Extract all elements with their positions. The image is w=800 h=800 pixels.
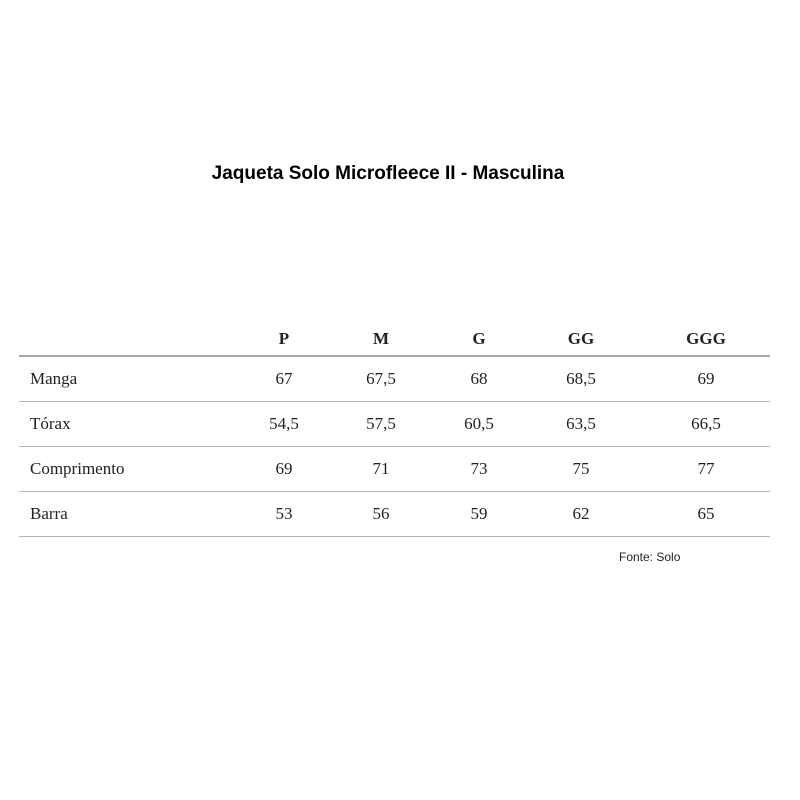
table-row [19,492,770,537]
table-cell: 73 [438,447,520,492]
header-row [19,322,770,356]
table-cell: 75 [520,447,642,492]
table-cell: 63,5 [520,402,642,447]
header-cell-empty [19,322,244,356]
row-label: Tórax [19,402,244,447]
table-cell: 62 [520,492,642,537]
table-row [19,402,770,447]
row-label: Comprimento [19,447,244,492]
table-cell: 59 [438,492,520,537]
table-cell: 54,5 [244,402,324,447]
row-label: Barra [19,492,244,537]
table-cell: 68,5 [520,356,642,402]
table-cell: 67,5 [324,356,438,402]
table-cell: 53 [244,492,324,537]
table-cell: 77 [642,447,770,492]
row-label: Manga [19,356,244,402]
header-cell-gg: GG [520,322,642,356]
table-cell: 57,5 [324,402,438,447]
size-table [19,322,770,537]
table-cell: 71 [324,447,438,492]
table-cell: 68 [438,356,520,402]
table-cell: 69 [244,447,324,492]
header-cell-p: P [244,322,324,356]
table-row [19,447,770,492]
header-cell-m: M [324,322,438,356]
source-note: Fonte: Solo [619,550,681,564]
table-cell: 60,5 [438,402,520,447]
table-cell: 56 [324,492,438,537]
table-cell: 69 [642,356,770,402]
table-cell: 65 [642,492,770,537]
header-cell-g: G [438,322,520,356]
page-title: Jaqueta Solo Microfleece II - Masculina [211,163,565,184]
header-cell-ggg: GGG [642,322,770,356]
table-cell: 66,5 [642,402,770,447]
table-row [19,356,770,402]
table-cell: 67 [244,356,324,402]
